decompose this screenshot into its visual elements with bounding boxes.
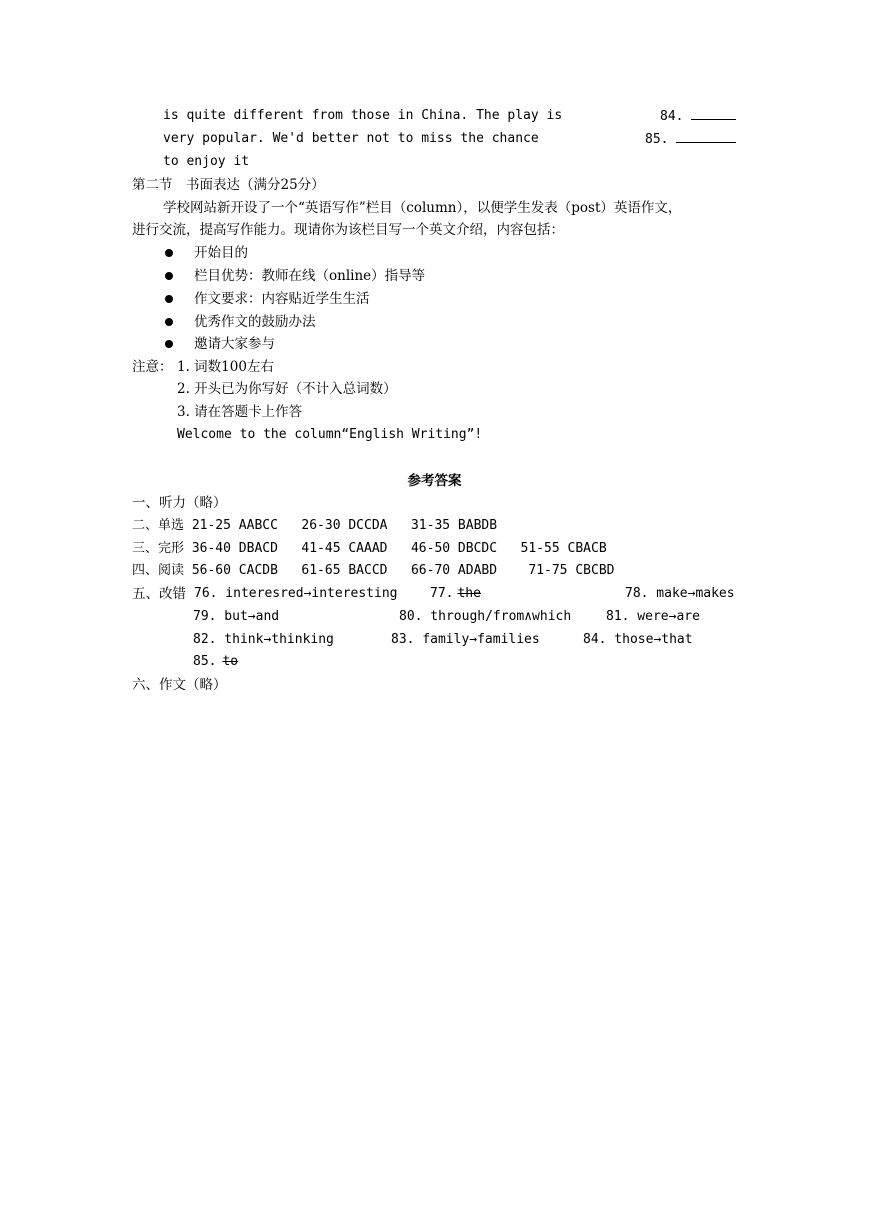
blank-line-85 <box>676 130 736 143</box>
bullet-icon <box>165 272 173 280</box>
bullet-item-1: 开始目的 <box>194 245 248 261</box>
blank-line-84 <box>691 107 736 120</box>
correction-76: 76. interesred→interesting <box>194 586 398 601</box>
correction-78: 78. make→makes <box>625 586 735 601</box>
bullet-icon <box>165 249 173 257</box>
bullet-item-4: 优秀作文的鼓励办法 <box>194 314 316 330</box>
intro-line-1: 学校网站新开设了一个“英语写作”栏目（column），以便学生发表（post）英语作文， <box>163 200 682 216</box>
bullet-item-2: 栏目优势：教师在线（online）指导等 <box>194 268 426 284</box>
intro-line-2: 进行交流，提高写作能力。现请你为该栏目写一个英文介绍，内容包括： <box>132 222 564 238</box>
blank-number-85: 85. <box>645 132 669 147</box>
answer-blank-85 <box>645 130 736 149</box>
passage-line-2: very popular. We'd better not to miss the chance <box>163 131 539 146</box>
note-label: 注意： <box>132 359 173 375</box>
answers-title: 参考答案 <box>407 473 462 489</box>
answer-cloze: 三、完形 36-40 DBACD 41-45 CAAAD 46-50 DBCDC 51-55 CBACB <box>132 541 607 556</box>
answer-essay: 六、作文（略） <box>132 677 227 693</box>
opening-line: Welcome to the column“English Writing”! <box>177 427 483 442</box>
correction-80: 80. through/from∧which <box>399 609 572 624</box>
bullet-icon <box>165 295 173 303</box>
correction-77-number: 77. <box>430 586 454 601</box>
answer-reading: 四、阅读 56-60 CACDB 61-65 BACCD 66-70 ADABD 71-75 CBCBD <box>132 563 615 578</box>
bullet-item-3: 作文要求：内容贴近学生生活 <box>194 291 370 307</box>
correction-77 <box>430 585 481 603</box>
correction-85-deleted-word: to <box>222 654 239 669</box>
correction-83: 83. family→families <box>391 632 540 647</box>
answer-listening: 一、听力（略） <box>132 495 227 511</box>
correction-85-number: 85. <box>193 654 217 669</box>
note-3: 3. 请在答题卡上作答 <box>177 404 303 420</box>
correction-81: 81. were→are <box>606 609 700 624</box>
passage-line-3: to enjoy it <box>163 154 250 169</box>
correction-label: 五、改错 <box>132 586 186 602</box>
section-title: 第二节 书面表达（满分25分） <box>132 177 325 193</box>
blank-number-84: 84. <box>660 109 684 124</box>
bullet-icon <box>165 340 173 348</box>
correction-82: 82. think→thinking <box>193 632 334 647</box>
note-1: 1. 词数100左右 <box>177 359 274 375</box>
bullet-icon <box>165 318 173 326</box>
answer-single-choice: 二、单选 21-25 AABCC 26-30 DCCDA 31-35 BABDB <box>132 518 498 533</box>
correction-84: 84. those→that <box>583 632 693 647</box>
bullet-item-5: 邀请大家参与 <box>194 336 275 352</box>
correction-77-deleted-word: the <box>457 586 481 601</box>
answer-blank-84 <box>660 107 736 126</box>
passage-line-1: is quite different from those in China. The play is <box>163 108 563 123</box>
correction-85 <box>193 653 238 671</box>
note-2: 2. 开头已为你写好（不计入总词数） <box>177 381 397 397</box>
correction-79: 79. but→and <box>193 609 280 624</box>
